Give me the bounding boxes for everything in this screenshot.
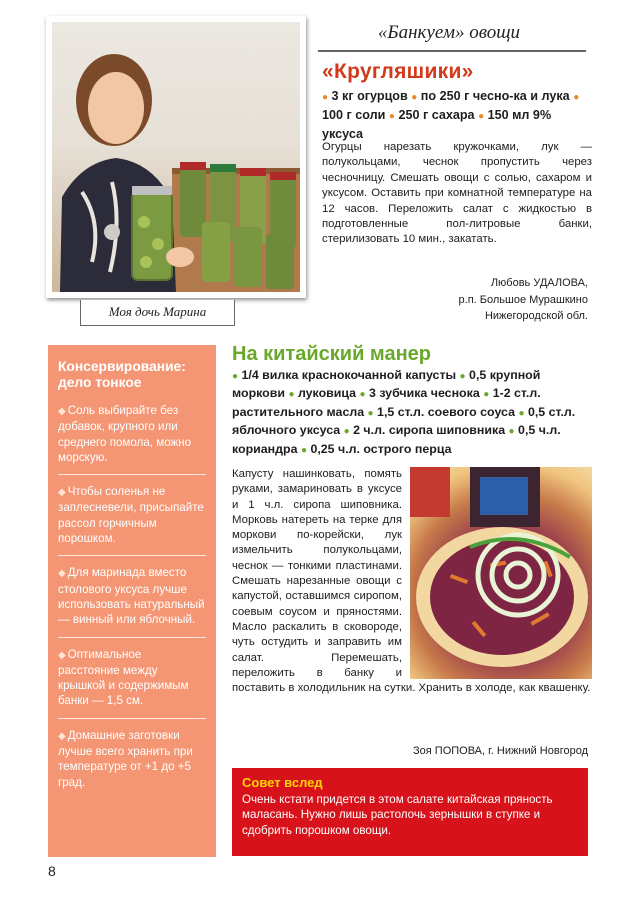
- section-divider: [318, 50, 586, 52]
- ingredient: 150 мл 9% уксуса: [322, 107, 552, 141]
- recipe1-author: Любовь УДАЛОВА,: [490, 277, 588, 289]
- bullet-icon: ●: [518, 407, 525, 419]
- bullet-icon: ●: [483, 389, 490, 401]
- ingredient: 250 г сахара: [398, 107, 475, 122]
- ingredient: 0,5 крупной моркови: [232, 368, 541, 401]
- diamond-bullet-icon: ◆: [58, 649, 66, 661]
- advice-box-title: Совет вслед: [242, 775, 323, 790]
- bullet-icon: ●: [288, 389, 295, 401]
- red-cabbage-salad-illustration: [410, 467, 592, 679]
- bullet-icon: ●: [388, 110, 395, 122]
- author-photo: [52, 22, 300, 292]
- bullet-icon: ●: [343, 426, 350, 438]
- recipe2-instructions-block: [232, 467, 592, 696]
- author-photo-frame: [46, 16, 306, 298]
- page-number: 8: [48, 863, 56, 879]
- recipe2-author: Зоя ПОПОВА, г. Нижний Новгород: [413, 745, 588, 757]
- diamond-bullet-icon: ◆: [58, 730, 66, 742]
- recipe1-author-place: р.п. Большое Мурашкино: [458, 293, 588, 306]
- photo-caption: Моя дочь Марина: [80, 300, 235, 326]
- woman-with-jars-illustration: [52, 22, 300, 292]
- advice-box-text: Очень кстати придется в этом салате китайская пряность маласань. Нужно лишь растолочь зернышки в ступке и сдобрить порошком овощи.: [242, 793, 553, 837]
- bullet-icon: ●: [359, 389, 366, 401]
- recipe1-ingredients: [322, 88, 592, 142]
- ingredient: луковица: [297, 386, 357, 401]
- bullet-icon: ●: [322, 92, 329, 103]
- sidebar-title: Консервирование: дело тонкое: [58, 359, 186, 390]
- tip-item: ◆ Для маринада вместо столового уксуса лучше использовать натуральный — винный или яблочный.: [58, 565, 206, 637]
- tip-item: ◆ Чтобы соленья не заплесневели, присыпайте рассол горчичным порошком.: [58, 484, 206, 556]
- bullet-icon: ●: [573, 92, 580, 103]
- salad-photo: [410, 467, 592, 679]
- bullet-icon: ●: [232, 371, 239, 382]
- diamond-bullet-icon: ◆: [58, 487, 66, 499]
- diamond-bullet-icon: ◆: [58, 406, 66, 417]
- tip-item: ◆ Домашние заготовки лучше всего хранить при температуре от +1 до +5 град.: [58, 728, 193, 789]
- recipe2-ingredients: [232, 367, 592, 459]
- ingredient: 2 ч.л. сиропа шиповника: [353, 423, 506, 438]
- bullet-icon: ●: [300, 444, 307, 456]
- recipe1-author-region: Нижегородской обл.: [484, 310, 588, 322]
- tip-item: ◆ Оптимальное расстояние между крышкой и содержимым банки — 1,5 см.: [58, 647, 206, 719]
- recipe1-instructions: Огурцы нарезать кружочками, лук — полукольцами, чеснок пропустить через чесночницу. Смешать овощи с солью, сахаром и уксусом. Оставить при комнатной температуре на 12 часов. Переложить салат с жидкостью в подготовленные пол-литровые банки, стерилизовать 10 мин., закатать.: [322, 141, 592, 246]
- ingredient: 0,5 ч.л. кориандра: [232, 423, 561, 456]
- bullet-icon: ●: [367, 407, 374, 419]
- ingredient: 1,5 ст.л. соевого соуса: [377, 404, 515, 419]
- canning-tips-sidebar: [48, 345, 216, 857]
- ingredient: по 250 г чесно-ка и лука: [420, 89, 570, 103]
- advice-box: [232, 768, 588, 856]
- recipe1-title: «Кругляшики»: [322, 60, 474, 83]
- ingredient: 0,25 ч.л. острого перца: [310, 441, 452, 456]
- section-header: «Банкуем» овощи: [377, 22, 521, 43]
- ingredient: 1/4 вилка краснокочанной капусты: [241, 368, 457, 382]
- tip-item: ◆ Соль выбирайте без добавок, крупного или среднего помола, можно морскую.: [58, 403, 206, 475]
- ingredient: 3 зубчика чеснока: [369, 386, 480, 401]
- bullet-icon: ●: [478, 110, 485, 122]
- diamond-bullet-icon: ◆: [58, 568, 66, 580]
- recipe1-author-block: [459, 275, 588, 325]
- ingredient: 100 г соли: [322, 107, 386, 122]
- bullet-icon: ●: [508, 426, 515, 438]
- recipe2-instructions: Капусту нашинковать, помять руками, замариновать в уксусе и 1 ч.л. сиропа шиповника. Морковь натереть на терке для моркови по-корейски, лук измельчить полукольцами, чеснок — тонкими пластинами. Смешать нарезанные овощи с капустой, оставшимся сиропом, соевым соусом и пряностями. Масло раскалить в сковороде, чуть остудить и заправить им салат. Перемешать, переложить в банку и поставить в холодильник на сутки. Хранить в холоде, как квашенку.: [232, 468, 591, 695]
- ingredient: 0,5 ст.л. яблочного уксуса: [232, 404, 576, 438]
- recipe2-title: На китайский манер: [232, 343, 431, 365]
- ingredient: 3 кг огурцов: [331, 89, 408, 103]
- bullet-icon: ●: [459, 371, 466, 382]
- bullet-icon: ●: [411, 92, 418, 103]
- ingredient: 1-2 ст.л. растительного масла: [232, 386, 541, 419]
